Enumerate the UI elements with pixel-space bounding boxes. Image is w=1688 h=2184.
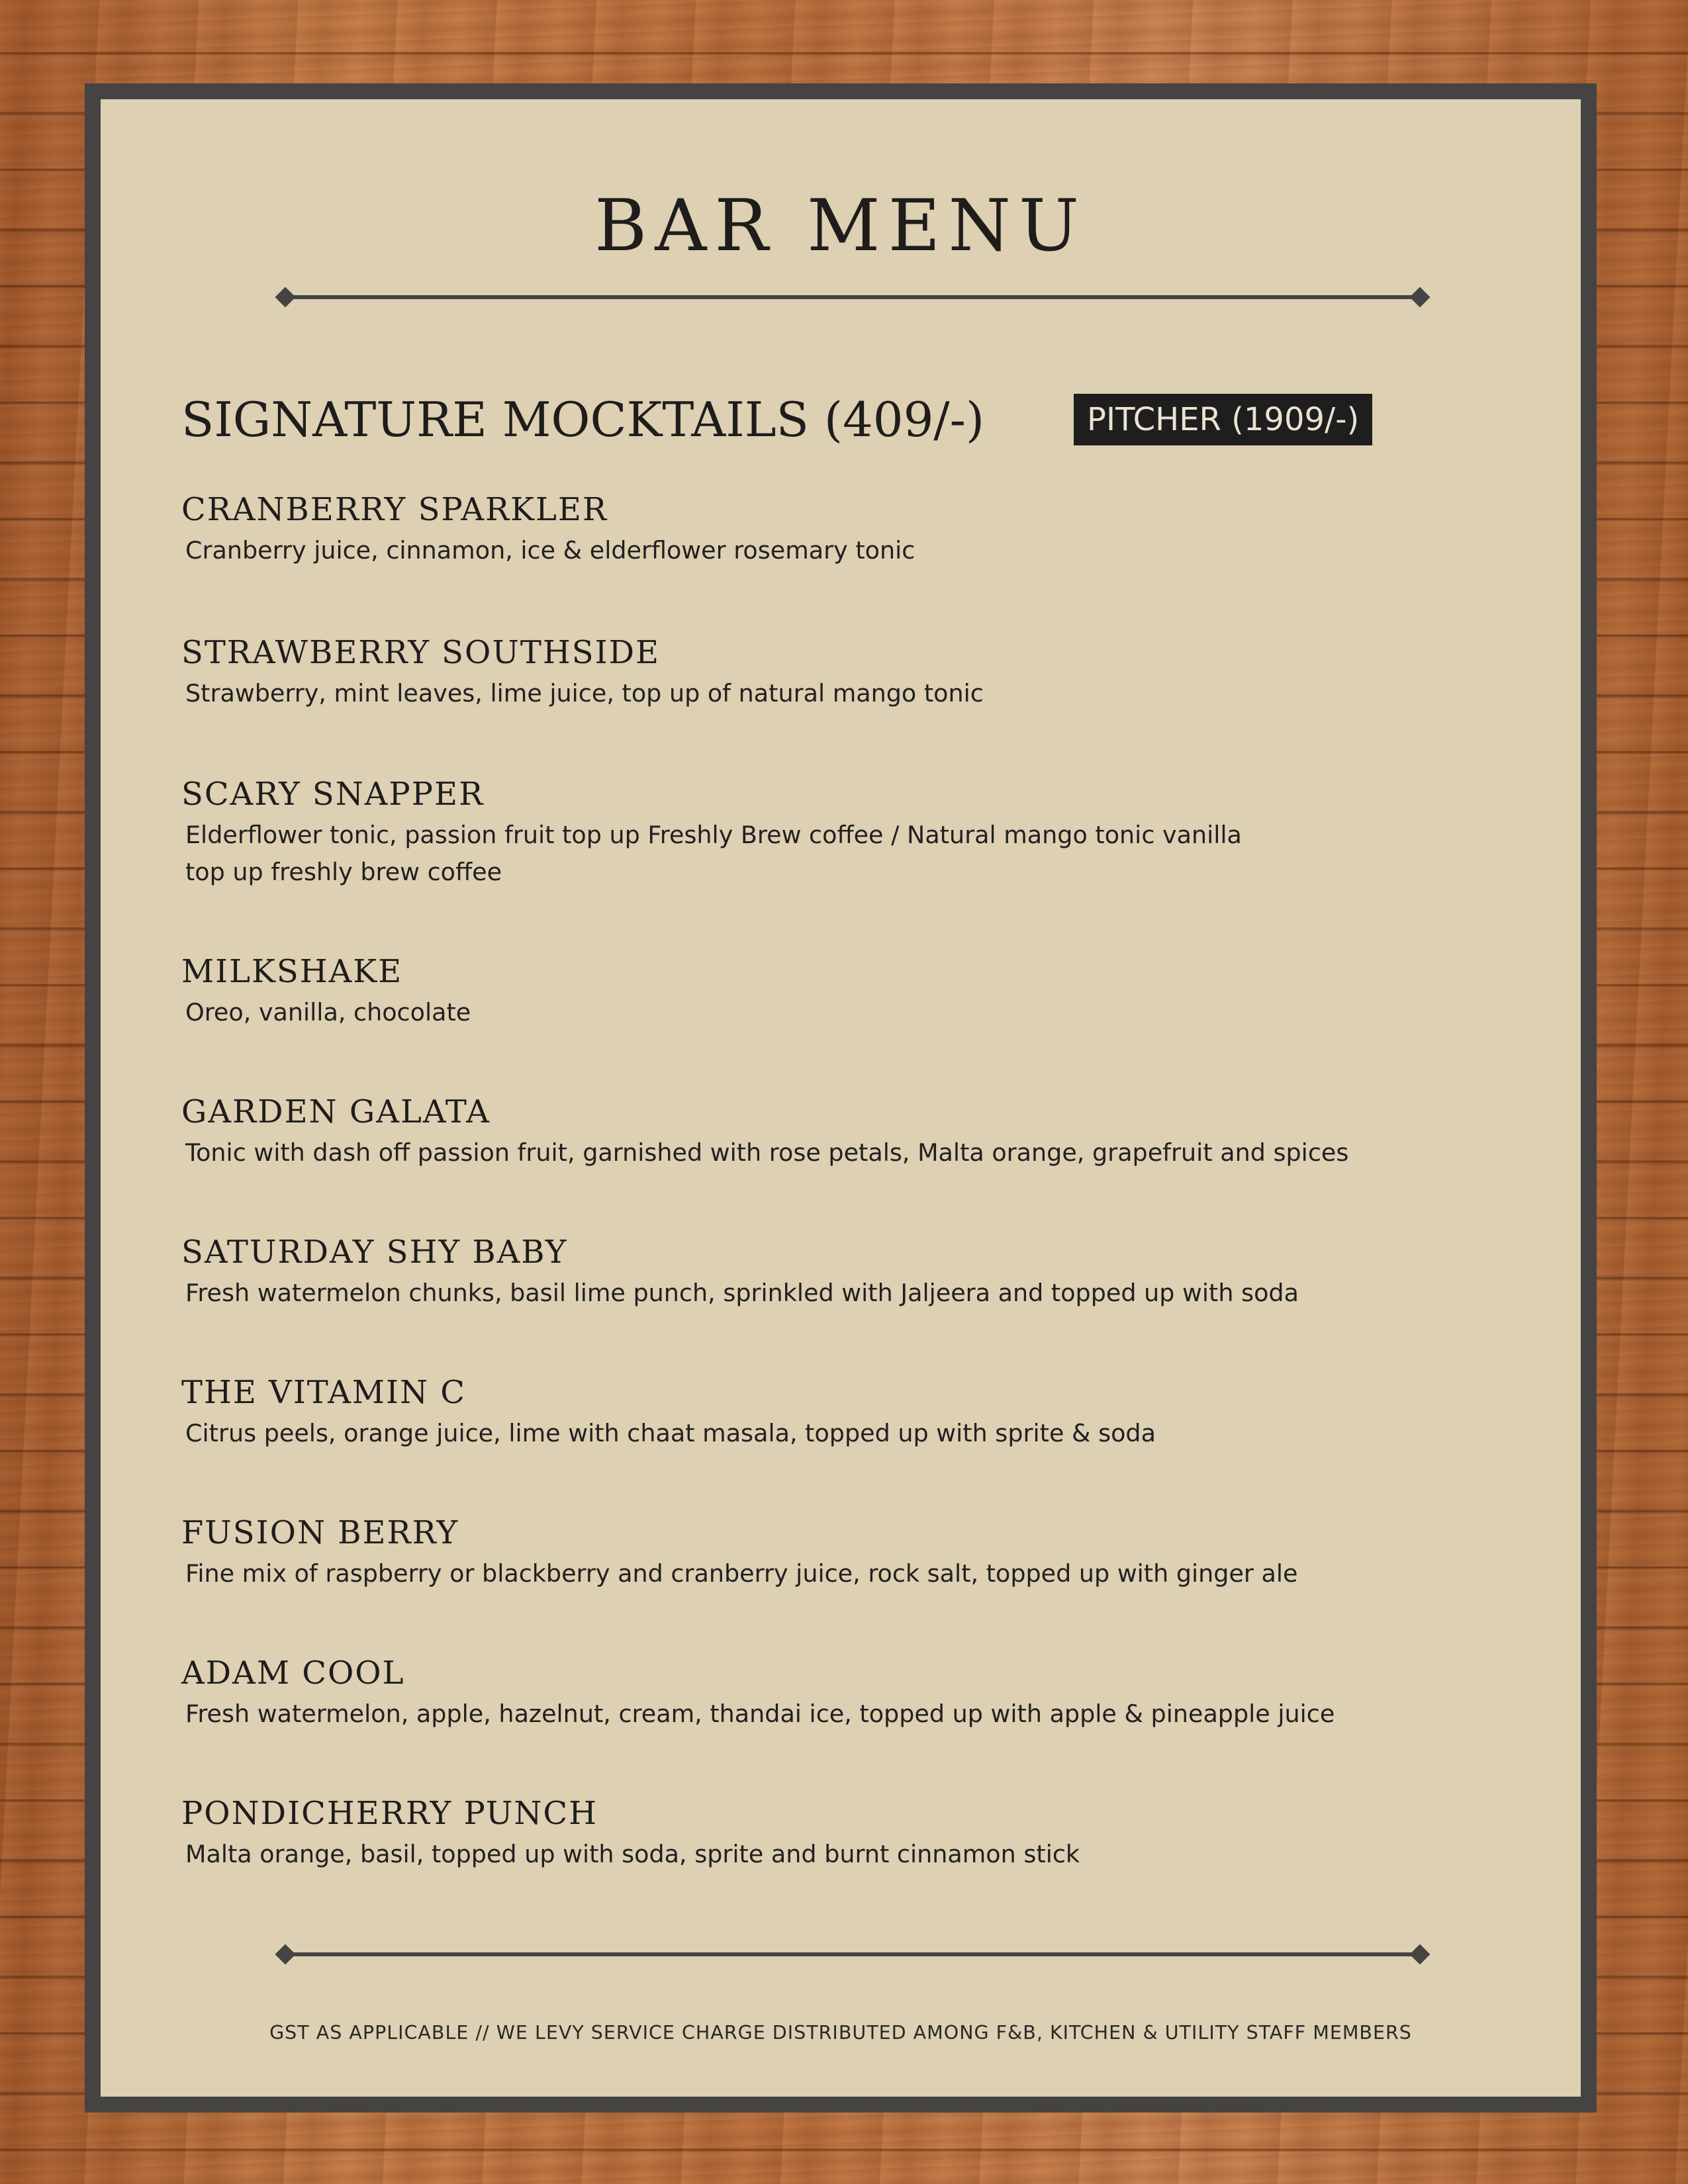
- menu-item: [181, 950, 1525, 1031]
- menu-item: [181, 1371, 1525, 1452]
- item-description: [181, 1555, 1525, 1592]
- description-line: Citrus peels, orange juice, lime with chaat masala, topped up with sprite & soda: [185, 1419, 1156, 1447]
- menu-item: [181, 773, 1525, 891]
- diamond-right-icon: [1409, 287, 1430, 307]
- description-line: Cranberry juice, cinnamon, ice & elderflower rosemary tonic: [185, 536, 915, 565]
- item-name: PONDICHERRY PUNCH: [181, 1795, 598, 1832]
- footer-note: GST AS APPLICABLE // WE LEVY SERVICE CHARGE DISTRIBUTED AMONG F&B, KITCHEN & UTILITY STAFF MEMBERS: [269, 2022, 1412, 2044]
- menu-item: [181, 1792, 1525, 1873]
- description-line: Malta orange, basil, topped up with soda, sprite and burnt cinnamon stick: [185, 1840, 1080, 1868]
- description-line: Fresh watermelon chunks, basil lime punch, sprinkled with Jaljeera and topped up with soda: [185, 1279, 1299, 1307]
- item-description: [181, 675, 1525, 712]
- item-name: FUSION BERRY: [181, 1514, 459, 1551]
- bottom-divider: [274, 1942, 1431, 1966]
- item-description: [181, 1836, 1525, 1873]
- menu-item: [181, 1652, 1525, 1733]
- description-line: Strawberry, mint leaves, lime juice, top up of natural mango tonic: [185, 679, 984, 707]
- menu-card: [85, 83, 1597, 2113]
- description-line: Fine mix of raspberry or blackberry and cranberry juice, rock salt, topped up with ginger ale: [185, 1559, 1298, 1588]
- diamond-left-icon: [275, 287, 295, 307]
- diamond-right-icon: [1409, 1944, 1430, 1964]
- menu-item: [181, 631, 1525, 712]
- menu-item: [181, 1091, 1525, 1171]
- section-header: [181, 387, 1505, 453]
- item-description: [181, 1134, 1525, 1171]
- description-line: Oreo, vanilla, chocolate: [185, 998, 471, 1026]
- menu-title: BAR MENU: [594, 185, 1087, 267]
- item-description: [181, 532, 1525, 569]
- divider-line: [286, 1952, 1419, 1956]
- description-line: Elderflower tonic, passion fruit top up Freshly Brew coffee / Natural mango tonic vanilla: [185, 821, 1242, 849]
- diamond-left-icon: [275, 1944, 295, 1964]
- item-name: ADAM COOL: [181, 1655, 405, 1692]
- item-description: [181, 1275, 1525, 1312]
- description-line: top up freshly brew coffee: [185, 858, 502, 886]
- item-name: MILKSHAKE: [181, 953, 403, 990]
- menu-item: [181, 1512, 1525, 1592]
- item-name: GARDEN GALATA: [181, 1093, 491, 1130]
- item-name: SATURDAY SHY BABY: [181, 1234, 568, 1271]
- item-name: CRANBERRY SPARKLER: [181, 491, 608, 528]
- item-description: [181, 1415, 1525, 1452]
- pitcher-price-badge: PITCHER (1909/-): [1074, 394, 1372, 445]
- item-name: THE VITAMIN C: [181, 1374, 466, 1411]
- menu-item: [181, 1231, 1525, 1312]
- item-description: [181, 817, 1525, 891]
- description-line: Fresh watermelon, apple, hazelnut, cream, thandai ice, topped up with apple & pineapple juice: [185, 1700, 1335, 1728]
- description-line: Tonic with dash off passion fruit, garnished with rose petals, Malta orange, grapefruit and spices: [185, 1138, 1349, 1167]
- top-divider: [274, 285, 1431, 308]
- menu-item: [181, 488, 1525, 569]
- item-description: [181, 994, 1525, 1031]
- item-name: STRAWBERRY SOUTHSIDE: [181, 634, 661, 671]
- item-name: SCARY SNAPPER: [181, 776, 485, 813]
- item-description: [181, 1696, 1525, 1733]
- divider-line: [286, 295, 1419, 299]
- section-title: SIGNATURE MOCKTAILS (409/-): [181, 392, 985, 447]
